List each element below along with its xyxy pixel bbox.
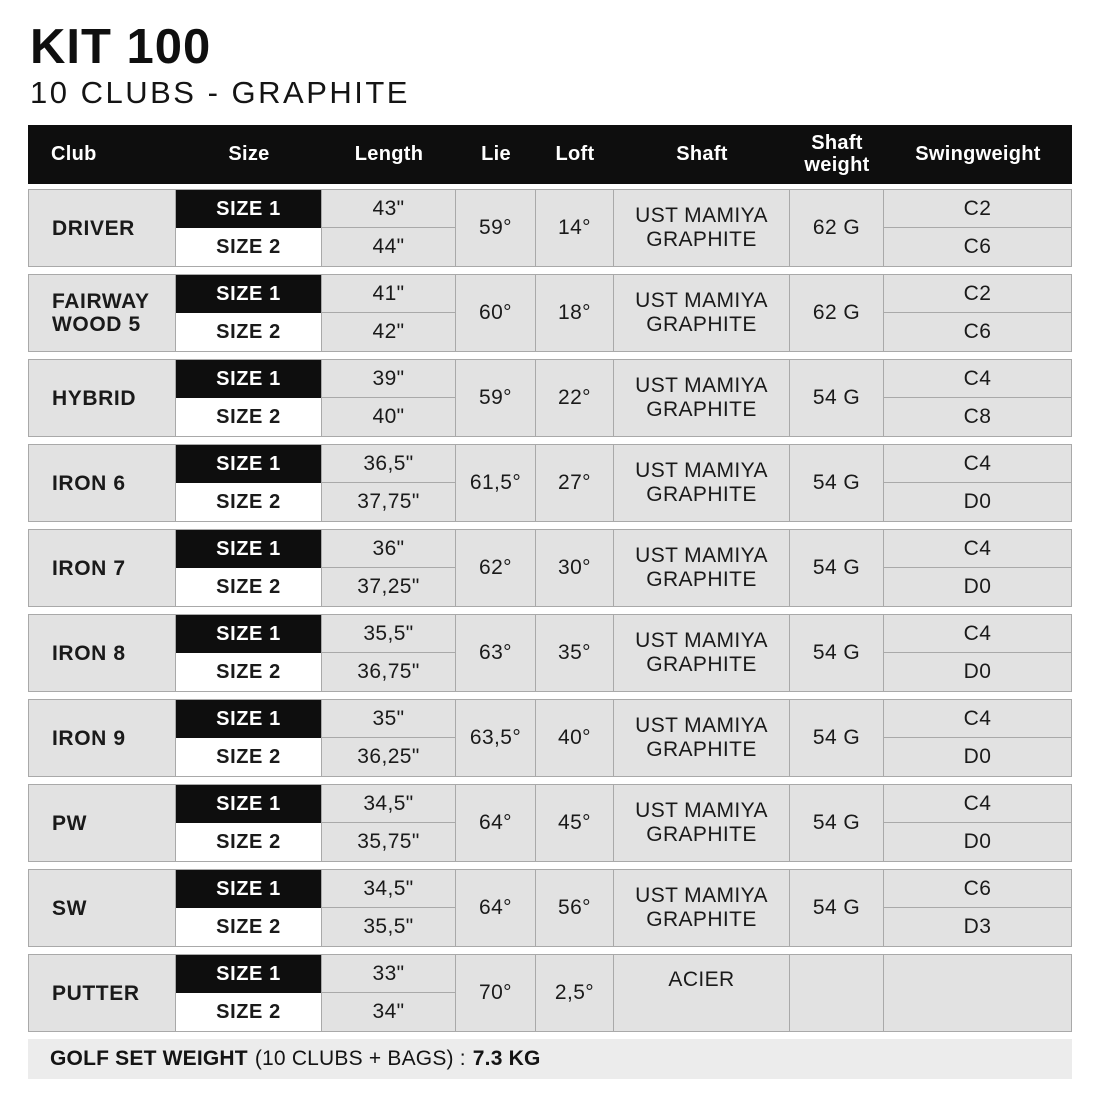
size-2-badge: SIZE 2 xyxy=(176,483,322,521)
table-row-pw xyxy=(28,784,1072,862)
swingweight-size2: D0 xyxy=(884,823,1071,861)
length-size2: 35,75" xyxy=(322,823,456,861)
swingweight-size1: C4 xyxy=(884,445,1071,483)
column-header-loft: Loft xyxy=(555,143,595,166)
club-name: IRON 7 xyxy=(29,530,176,606)
lie-value: 62° xyxy=(456,530,536,606)
size-2-badge: SIZE 2 xyxy=(176,908,322,946)
size-1-badge: SIZE 1 xyxy=(176,190,322,228)
shaft-value: UST MAMIYA GRAPHITE xyxy=(614,700,790,776)
length-size2: 36,25" xyxy=(322,738,456,776)
loft-value: 40° xyxy=(536,700,614,776)
lie-value: 63° xyxy=(456,615,536,691)
length-size1: 35,5" xyxy=(322,615,456,653)
column-header-size: Size xyxy=(228,143,270,166)
spec-sheet xyxy=(28,22,1072,1079)
size-1-badge: SIZE 1 xyxy=(176,700,322,738)
column-header-length: Length xyxy=(354,143,424,166)
club-name: HYBRID xyxy=(29,360,176,436)
swingweight-size2: D0 xyxy=(884,483,1071,521)
size-2-badge: SIZE 2 xyxy=(176,653,322,691)
club-name: IRON 9 xyxy=(29,700,176,776)
swingweight-size1: C4 xyxy=(884,360,1071,398)
length-size2: 44" xyxy=(322,228,456,266)
size-2-badge: SIZE 2 xyxy=(176,568,322,606)
length-size2: 42" xyxy=(322,313,456,351)
column-header-shaft-weight: Shaft weight xyxy=(804,132,870,176)
footer-value: 7.3 KG xyxy=(472,1047,541,1071)
swingweight-size2: C6 xyxy=(884,313,1071,351)
swingweight-size2: D3 xyxy=(884,908,1071,946)
footer-label: GOLF SET WEIGHT xyxy=(50,1047,248,1071)
swingweight-size2: C8 xyxy=(884,398,1071,436)
club-name: PUTTER xyxy=(29,955,176,1031)
club-name: FAIRWAY WOOD 5 xyxy=(29,275,176,351)
length-size1: 34,5" xyxy=(322,870,456,908)
shaft-weight-value: 54 G xyxy=(790,700,884,776)
table-row-iron-6 xyxy=(28,444,1072,522)
swingweight-size1: C4 xyxy=(884,530,1071,568)
loft-value: 45° xyxy=(536,785,614,861)
length-size1: 36" xyxy=(322,530,456,568)
loft-value: 35° xyxy=(536,615,614,691)
loft-value: 18° xyxy=(536,275,614,351)
size-1-badge: SIZE 1 xyxy=(176,275,322,313)
club-name: SW xyxy=(29,870,176,946)
swingweight-size2: D0 xyxy=(884,568,1071,606)
length-size1: 34,5" xyxy=(322,785,456,823)
length-size1: 43" xyxy=(322,190,456,228)
page-title: KIT 100 xyxy=(30,20,212,74)
size-2-badge: SIZE 2 xyxy=(176,738,322,776)
size-1-badge: SIZE 1 xyxy=(176,785,322,823)
length-size1: 39" xyxy=(322,360,456,398)
size-2-badge: SIZE 2 xyxy=(176,313,322,351)
swingweight-size2: D0 xyxy=(884,738,1071,776)
length-size2: 34" xyxy=(322,993,456,1031)
swingweight-size1: C4 xyxy=(884,615,1071,653)
loft-value: 2,5° xyxy=(536,955,614,1031)
length-size2: 37,75" xyxy=(322,483,456,521)
size-1-badge: SIZE 1 xyxy=(176,360,322,398)
swingweight-size2: C6 xyxy=(884,228,1071,266)
loft-value: 56° xyxy=(536,870,614,946)
lie-value: 61,5° xyxy=(456,445,536,521)
table-row-sw xyxy=(28,869,1072,947)
loft-value: 30° xyxy=(536,530,614,606)
size-1-badge: SIZE 1 xyxy=(176,955,322,993)
column-header-swingweight: Swingweight xyxy=(915,143,1041,166)
length-size2: 35,5" xyxy=(322,908,456,946)
swingweight-size1: C2 xyxy=(884,275,1071,313)
table-row-putter xyxy=(28,954,1072,1032)
swingweight-size1: C4 xyxy=(884,785,1071,823)
club-name: IRON 6 xyxy=(29,445,176,521)
table-row-fairway-wood-5 xyxy=(28,274,1072,352)
lie-value: 63,5° xyxy=(456,700,536,776)
length-size2: 40" xyxy=(322,398,456,436)
shaft-value: UST MAMIYA GRAPHITE xyxy=(614,360,790,436)
size-2-badge: SIZE 2 xyxy=(176,228,322,266)
size-1-badge: SIZE 1 xyxy=(176,445,322,483)
swingweight-empty xyxy=(884,955,1071,1031)
shaft-weight-value: 54 G xyxy=(790,530,884,606)
lie-value: 64° xyxy=(456,870,536,946)
loft-value: 14° xyxy=(536,190,614,266)
golf-set-weight-bar xyxy=(28,1039,1072,1079)
shaft-weight-value xyxy=(790,955,884,1031)
shaft-weight-value: 54 G xyxy=(790,360,884,436)
shaft-value: UST MAMIYA GRAPHITE xyxy=(614,190,790,266)
shaft-value: ACIER xyxy=(614,955,790,1031)
shaft-weight-value: 62 G xyxy=(790,275,884,351)
shaft-weight-value: 62 G xyxy=(790,190,884,266)
lie-value: 64° xyxy=(456,785,536,861)
column-header-lie: Lie xyxy=(481,143,511,166)
shaft-weight-value: 54 G xyxy=(790,870,884,946)
swingweight-size1: C4 xyxy=(884,700,1071,738)
size-2-badge: SIZE 2 xyxy=(176,823,322,861)
shaft-value: UST MAMIYA GRAPHITE xyxy=(614,530,790,606)
shaft-value: UST MAMIYA GRAPHITE xyxy=(614,785,790,861)
swingweight-size1: C2 xyxy=(884,190,1071,228)
shaft-value: UST MAMIYA GRAPHITE xyxy=(614,870,790,946)
lie-value: 60° xyxy=(456,275,536,351)
swingweight-size1: C6 xyxy=(884,870,1071,908)
size-1-badge: SIZE 1 xyxy=(176,530,322,568)
size-1-badge: SIZE 1 xyxy=(176,615,322,653)
length-size1: 35" xyxy=(322,700,456,738)
length-size1: 33" xyxy=(322,955,456,993)
column-header-shaft: Shaft xyxy=(676,143,728,166)
loft-value: 22° xyxy=(536,360,614,436)
table-row-iron-9 xyxy=(28,699,1072,777)
table-row-iron-8 xyxy=(28,614,1072,692)
club-name: PW xyxy=(29,785,176,861)
shaft-weight-value: 54 G xyxy=(790,615,884,691)
lie-value: 59° xyxy=(456,190,536,266)
shaft-value: UST MAMIYA GRAPHITE xyxy=(614,615,790,691)
size-2-badge: SIZE 2 xyxy=(176,993,322,1031)
length-size2: 37,25" xyxy=(322,568,456,606)
size-1-badge: SIZE 1 xyxy=(176,870,322,908)
page-subtitle: 10 CLUBS - GRAPHITE xyxy=(30,75,410,111)
table-body xyxy=(28,189,1072,1032)
table-row-driver xyxy=(28,189,1072,267)
size-2-badge: SIZE 2 xyxy=(176,398,322,436)
column-header-club: Club xyxy=(51,143,97,166)
shaft-value: UST MAMIYA GRAPHITE xyxy=(614,445,790,521)
length-size1: 41" xyxy=(322,275,456,313)
table-row-hybrid xyxy=(28,359,1072,437)
club-name: IRON 8 xyxy=(29,615,176,691)
lie-value: 59° xyxy=(456,360,536,436)
shaft-value: UST MAMIYA GRAPHITE xyxy=(614,275,790,351)
table-header-row xyxy=(28,125,1072,184)
loft-value: 27° xyxy=(536,445,614,521)
lie-value: 70° xyxy=(456,955,536,1031)
shaft-weight-value: 54 G xyxy=(790,785,884,861)
club-name: DRIVER xyxy=(29,190,176,266)
length-size2: 36,75" xyxy=(322,653,456,691)
shaft-weight-value: 54 G xyxy=(790,445,884,521)
length-size1: 36,5" xyxy=(322,445,456,483)
footer-detail: (10 CLUBS + BAGS) : xyxy=(254,1047,466,1071)
swingweight-size2: D0 xyxy=(884,653,1071,691)
table-row-iron-7 xyxy=(28,529,1072,607)
